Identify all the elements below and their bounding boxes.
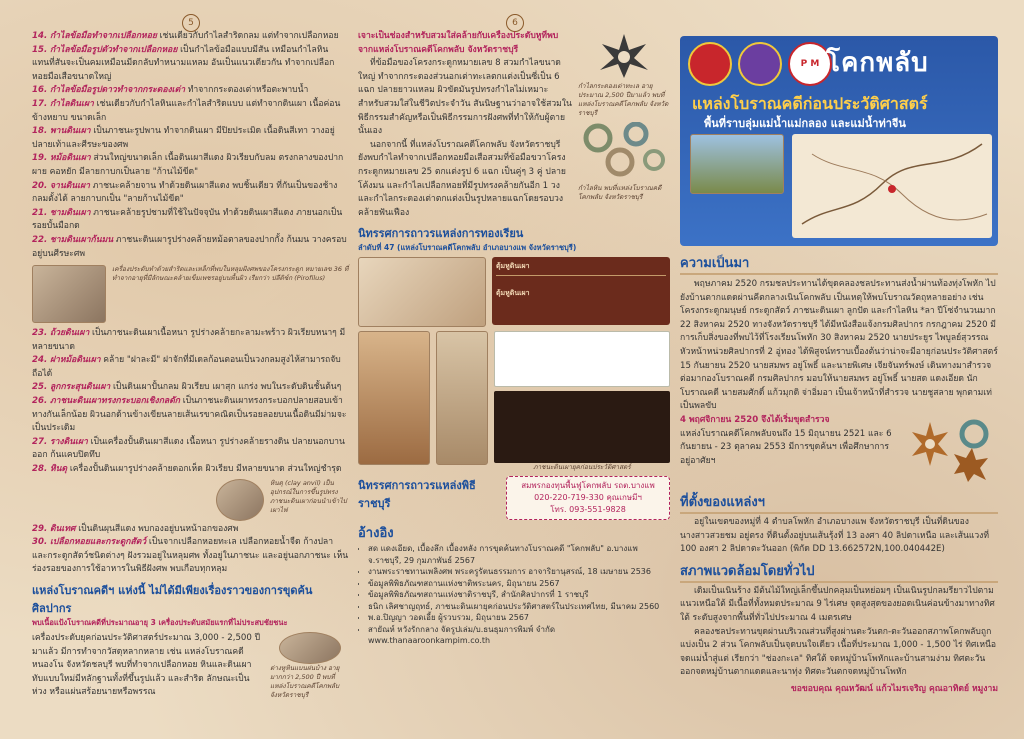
numbered-item (32, 327, 350, 354)
item-title: ภาชนะดินเผาทรงกระบอกเชิงกลดัก (49, 396, 180, 407)
item-text: เป็นดินเผาปั้นกลม ผิวเรียบ เผาสุก แกร่ง พบในระดับดินชั้นต้นๆ (110, 382, 342, 393)
contact-line-1: สมพรกองทุนพื้นฟูโคกพลับ รถต.บางแพ (521, 481, 655, 491)
item-number: 24. (32, 355, 48, 366)
environment-text-2: คลองชลประทานขุดผ่านบริเวณส่วนที่สูงผ่านตะวันตก-ตะวันออกสภาพโคกพลับถูกแบ่งเป็น 2 ส่วน โคกพลับเป็นจุดบนใจเดียว เนื้อที่ประมาณ 1,000 - 1,500 ไร่ ทิศเหนือจดแม่น้ำสู่แต่ เรียกว่า "ช่องกะเล" ทิศใต้ จดหมู่บ้านโพหักและบ้านสามง่าม ทิศตะวันออกจดหมู่บ้านตากแดดและนาทุ่ง ทิศตะวันตกจดหมู่บ้านโพหัก (680, 626, 997, 678)
info-panel-photo (494, 331, 670, 387)
environment-text-1: เดิมเป็นเนินร้าง มีต้นไม้ใหญ่เล็กขึ้นปกคลุมเป็นหย่อมๆ เป็นเนินรูปกลมรียาวไปตามแนวเหนือใต้ มีเนื้อที่ทั้งหมดประมาณ 9 ไร่เศษ จุดสูงสุดของยอดเนินค่อนข้างมาทางทิศใต้ ระดับสูงจากพื้นที่ทั่วไปประมาณ 4 เมตรเศษ (680, 585, 995, 623)
intro-text: เจาะเป็นช่องสำหรับสวมใส่คล้ายกับเครื่องประดับหูที่พบจากแหล่งโบราณคดีโคกพลับ จังหวัดราชบุรี (358, 31, 559, 55)
item-text: เป็นภาชนะรูปพาน ทำจากดินเผา มีปิยประเมิด เนื้อดินสีเทา วางอยู่ปลายเท้าและศีรษะของศพ (32, 126, 335, 150)
reference-item: • ธนิก เลิศชาญฤทธ์, ภาชนะดินเผายุคก่อนประวัติศาสตร์ในประเทศไทย, มีนาคม 2560 (368, 601, 670, 613)
item-text: เป็นดินผุนสีแดง พบกองอยู่บนหน้าอกของศพ (75, 523, 239, 534)
item-number: 26. (32, 396, 48, 407)
numbered-item (32, 84, 350, 98)
history-dates: 4 พฤศจิกายน 2520 จึงได้เริ่มขุดสำรวจ (680, 414, 830, 425)
contact-line-3: โทร. 093-551-9828 (550, 505, 626, 515)
university-logo (738, 42, 782, 86)
references-heading: อ้างอิง (358, 526, 394, 542)
numbered-item (32, 536, 350, 577)
numbered-item (32, 395, 350, 436)
item-text: เป็นกำไลข้อมือแบบมีสัน เหมือนกำไลหิน แทนที่สันจะเป็นคมเหมือนมีดกลับทำหนามแหลม อันเป็นแนวเดียวกัน ทำจากเปลือกหอยมือเสือขนาดใหญ่ (32, 44, 335, 82)
item-text: ภาชนะคล้ายรูปชามที่ใช้ในปัจจุบัน ทำด้วยดินเผาสีแดง ภายนอกเป็นรอยบั้นมือกด (32, 207, 343, 232)
history-dates-2: แหล่งโบราณคดีโคกพลับจนถึง 15 มิถุนายน 2521 และ 6 กันยายน - 23 ตุลาคม 2553 มีการขุดค้นฯ เพื่อศึกษาการอยู่อาศัยฯ (680, 428, 892, 466)
item-text: ภาชนะดินเผารูปร่างคล้ายหม้อตาลของปากกั้ง ก้นมน วางครอบอยู่บนศีรษะศพ (32, 234, 347, 259)
item-text: เครื่องปั้นดินเผารูปร่างคล้ายดอกเห็ด ผิวเรียบ มีหลายขนาด ส่วนใหญ่ชำรุด (67, 464, 342, 475)
section-heading: แหล่งโบราณคดีฯ แห่งนี้ ไม่ได้มีเพียงเรื่องราวของการขุดค้นศิลปากร (32, 584, 313, 615)
history-heading: ความเป็นมา (680, 256, 750, 271)
anvil-image (216, 479, 264, 521)
earring-image (279, 632, 341, 664)
numbered-item (32, 354, 350, 381)
item-text: เป็นจากเปลือกหอยทะเล เปลือกหอยน้ำจืด ก้างปลา และกระดูกสัตว์ชนิดต่างๆ ฝังรวมอยู่ในหลุมศพ ทั้งอยู่ในภาชนะ และอยู่นอกภาชนะ เห็นร่องรอยของการใช้อาหารในพิธีฝังศพ พบเกือบทุกหลุม (32, 537, 349, 575)
star-bracelet-image (594, 32, 654, 80)
cover-title: โคกพลับ (826, 48, 929, 78)
exhibit-subheading: ลำดับที่ 47 (แหล่งโบราณคดีโคกพลับ อำเภอบางแพ จังหวัดราชบุรี) (358, 243, 577, 253)
location-text: อยู่ในเขตของหมู่ที่ 4 ตำบลโพหัก อำเภอบางแพ จังหวัดราชบุรี เป็นที่ดินของนางสาวสวยชม อยู่ตรง ที่ดินตั้งอยู่บนเส้นรุ้งที่ 13 องศา 40 ลิปดาเหนือ และเส้นแวงที่ 100 องศา 2 ลิปดาตะวันออก (พิกัด DD 13.662572N,100.040442E) (680, 516, 990, 555)
item-number: 29. (32, 523, 48, 534)
history-text: พฤษภาคม 2520 กรมชลประทานได้ขุดคลองชลประทานส่งน้ำผ่านท้องทุ่งโพหัก ไปยังบ้านตากแดดผ่านคีตกลางเนินโคกพลับ เป็นเหตุให้พบโบราณวัตถุหลายอย่าง เช่น โครงกระดูกมนุษย์ กระดูกสัตว์ ภาชนะดินเผา ลูกปัด และกำไลหิน *ลา ปีโซ่จำนวนมาก 22 สิงหาคม 2520 ทางจังหวัดราชบุรี ได้มีหนังสือแจ้งกรมศิลปากร กรกฎาคม 2520 มีการเก็บสิ่งของที่พบไว้ที่โรงเรียนโพหัก 30 สิงหาคม 2520 นายประยูร ไพบูลย์สุวรรณ หัวหน้าหน่วยศิลปากรที่ 2 อู่ทอง ได้พิสูจน์ทราบเบื้องต้นว่าน่าจะมีอายุก่อนประวัติศาสตร์ 15 กันยายน 2520 นายสมพร อยู่โพธิ์ และนายพิเศษ เจียจันทร์พงษ์ เดินทางมาสำรวจ ต่อมากองโบราณคดี กรมศิลปากร มอบให้นายสมพร อยู่โพธิ์ นายสด แดงเอียด นักโบราณคดี นายสมศักดิ์ แก้วมุกดิ จ่าอิ่มอา เป็นเจ้าหน้าที่สำรวจ นายชูสลาย พุกตามเท่ เป็นพลขับ (680, 279, 998, 412)
pottery-photo (494, 391, 670, 463)
item-text: เป็นภาชนะดินเผาทรงกระบอกปลายสอบเข้าทางกันเล็กน้อย ผิวนอกด้านข้างเขียนลายเส้นเรขาคณิตเป็นรอยลอยบนเนื้อดินมีม่ามจะเป็นประเดิม (32, 396, 347, 434)
page-number-5: 5 (182, 14, 200, 32)
numbered-item (32, 436, 350, 463)
item-number: 30. (32, 537, 48, 548)
location-heading: ที่ตั้งของแหล่งฯ (680, 494, 765, 510)
item-text: เช่นเดียวกับกำไลหินและกำไลสำริดแบบ แต่ทำจากดินเผา เนื้อค่อนข้างหยาบ ขนาดเล็ก (32, 98, 341, 123)
item-list-1 (32, 30, 350, 261)
item-text: เช่นเดียวกับกำไลสำริดกลม แต่ทำจากเปลือกหอย (156, 31, 339, 41)
section-subheading: พบเนื้อแป้งโบราณคดีที่ประมาณอายุ 3 เครื่องประดับสมัยแรกที่ไม่ประสบชัยชนะ (32, 618, 288, 627)
item-title: ดินเทศ (49, 523, 76, 534)
reference-item: • สายัณห์ หวังรักกลาง จัดรูปเล่ม/บ.ธนธุมการพิมพ์ จำกัด www.thanaaroonkampim.co.th (368, 624, 670, 647)
artifact-caption: เครื่องประดับทำด้วยสำริดและเหล็กที่พบในหลุมฝังศพของโครงกระดูก หมายเลข 36 ที่ทำจากอายุที่มีลักษณะคล้ายเข็มเพชรอยู่บนพื้นผิว เรียกว่า ปลีดิซ์ก (Pirofilus) (112, 265, 349, 283)
numbered-item (32, 44, 350, 85)
caption-c: ภาชนะดินเผายุคก่อนประวัติศาสตร์ (533, 463, 631, 472)
numbered-item (32, 180, 350, 207)
earring-section (32, 632, 350, 700)
artifact-figure-1 (32, 265, 350, 323)
item-number: 16. (32, 85, 48, 96)
item-title: จานดินเผา (49, 180, 90, 191)
item-title: ชามดินเผาก้นมน (49, 234, 114, 245)
item-title: กำไลดินเผา (49, 98, 94, 109)
item-title: กำไลข้อมือทำจากเปลือกหอย (49, 31, 157, 41)
earring-caption: ต่างหูหินแบนฝนบ้าง อายุมากกว่า 2,500 ปี พบที่แหล่งโบราณคดีโคกพลับ จังหวัดราชบุรี (270, 664, 340, 699)
item-number: 21. (32, 207, 48, 218)
numbered-item (32, 98, 350, 125)
body-text-1: ที่ข้อมือของโครงกระดูกหมายเลข 8 สวมกำไลขนาดใหญ่ ทำจากกระดองส่วนอกเต่าทะเลตกแต่งเป็นซี่เป็น 6 แฉก ปลายยาวแหลม ผิวขัดมันรูปทรงกำไลไม่เหมาะสำหรับสวมใส่ในชีวิตประจำวัน สันนิษฐานว่าอาจใช้สวมในพิธีกรรมสำคัญหรือเป็นพิธีกรรมการฝังศพที่ทำให้กับผู้ตายนั้นเอง (358, 58, 572, 137)
contact-line-2: 020-220-719-330 คุณเกษมีฯ (534, 493, 642, 503)
artifact-image (32, 265, 106, 323)
item-title: ถ้วยดินเผา (49, 328, 90, 339)
numbered-item (32, 30, 350, 44)
item-title: ลูกกระสุนดินเผา (49, 382, 111, 393)
earring-exhibit-photo (358, 257, 486, 327)
item-text: เป็นภาชนะดินเผาเนื้อหนา รูปร่างคล้ายกะลามะพร้าว ผิวเรียบหนาๆ มีหลายขนาด (32, 328, 346, 352)
ring-bracelets-image (578, 122, 666, 180)
item-number: 25. (32, 382, 48, 393)
item-title: รางดินเผา (49, 436, 88, 447)
item-title: ฝาหม้อดินเผา (49, 355, 101, 366)
numbered-item (32, 463, 350, 477)
numbered-item (32, 523, 350, 537)
exhibit-heading-1: นิทรรศการถาวรแหล่งการทองเรียน (358, 227, 524, 241)
panel-title-2: ตุ้มหูดินเผา (496, 289, 530, 298)
exhibit-heading-2: นิทรรศการถาวรแหล่งพิธีราชบุรี (358, 479, 476, 511)
cover-banner (680, 36, 998, 246)
numbered-item (32, 234, 350, 261)
item-number: 15. (32, 44, 48, 55)
item-title: กำไลข้อมือรูปดาวทำจากกระดองเต่า (49, 85, 186, 96)
item-number: 22. (32, 234, 48, 245)
item-text: ส่วนใหญ่ขนาดเล็ก เนื้อดินเผาสีแดง ผิวเรียบกับลม ตรงกลางของปากผาย คอหยัก มีลายกาบกเป็นลาย "ก้านไม้ขีด" (32, 153, 344, 177)
exhibit-label-panel (492, 257, 670, 325)
section-body: เครื่องประดับยุคก่อนประวัติศาสตร์ประมาณ 3,000 - 2,500 ปีมาแล้ว มีการทำจากวัสดุหลากหลาย เช่น แหล่งโบราณคดีหนองโน จังหวัดชลบุรี พบที่ทำจากเปลือกหอย หินและดินเผา ทับแบบใหม่มีหลักฐานทั้งที่ขึ้นรูปแล้ว และสำริด ลักษณะเป็นห่วง หรือแผ่นสร้อยนายหรือพรรณ (32, 633, 261, 698)
item-title: หินดุ (49, 464, 68, 475)
reference-item: • สด แดงเอียด, เบื้องลึก เบื้องหลัง การขุดค้นทางโบราณคดี "โคกพลับ" อ.บางแพ จ.ราชบุรี, 29 กุมภาพันธ์ 2567 (368, 543, 670, 566)
anvil-caption: หินดุ (clay anvil) เป็นอุปกรณ์ในการขึ้นรูปทรงภาชนะดินเผาก่อนนำเข้าไปเผาไฟ (270, 478, 347, 514)
fine-arts-logo (688, 42, 732, 86)
exhibit-photos-row (358, 257, 670, 327)
item-list-3 (32, 523, 350, 577)
item-title: หม้อดินเผา (49, 153, 91, 164)
numbered-item (32, 381, 350, 395)
reference-item: • งานพระราชทานเพลิงศพ พระครูรัตนธรรมการ อาจาริยานุสรณ์, 18 เมษายน 2536 (368, 566, 670, 578)
museum-case-photo-2 (436, 331, 488, 465)
numbered-item (32, 125, 350, 152)
item-number: 14. (32, 31, 48, 41)
item-number: 18. (32, 126, 48, 137)
numbered-item (32, 207, 350, 234)
reference-item: • ข้อมูลพิพิธภัณฑสถานแห่งชาติพระนคร, มิถุนายน 2567 (368, 578, 670, 590)
body-text-2: นอกจากนี้ ที่แหล่งโบราณคดีโคกพลับ จังหวัดราชบุรี ยังพบกำไลทำจากเปลือกหอยมือเสือสวมที่ข้อมือขวาโครงกระดูกหมายเลข 25 ตกแต่งรูป 6 แฉก เป็นคู่ๆ 3 คู่ ปลายโค้งมน และกำไลเปลือกหอยที่มีรูปทรงคล้ายกันอีก 1 วง และกำไลกระดองเต่าตกแต่งเป็นรูปหลายแฉกโดยรอบวง คล้ายฟันเฟือง (358, 139, 566, 218)
item-title: กำไลข้อมือรูปตัวทำจากเปลือกหอย (49, 44, 178, 55)
references-list (358, 543, 670, 647)
anvil-figure (32, 479, 350, 521)
item-number: 23. (32, 328, 48, 339)
item-number: 19. (32, 153, 48, 164)
contact-box (506, 476, 670, 520)
exhibit-photos-row-2 (358, 331, 670, 472)
item-title: เปลือกหอยและกระดูกสัตว์ (49, 537, 147, 548)
item-text: ทำจากกระดองเต่าหรือตะพาบน้ำ (185, 85, 309, 96)
item-list-2 (32, 327, 350, 477)
item-number: 17. (32, 98, 48, 109)
cover-subtitle-1: แหล่งโบราณคดีก่อนประวัติศาสตร์ (692, 94, 928, 113)
item-text: คล้าย "ฝาละมี" ฝาจักที่มีเดลก้อนตอนเป็นวงกลมสูงไห้สามารถจับถือได้ (32, 355, 341, 379)
pm-logo: P M (788, 42, 832, 86)
bracelets-image (902, 414, 998, 488)
numbered-item (32, 152, 350, 179)
item-text: ภาชนะคล้ายจาน ทำด้วยดินเผาสีแดง พบชิ้นเดียว ที่กันเป็นของช้างกลมตั้งได้ ลายกาบกเป็น "ลายก้านไม้ขีด" (32, 180, 338, 205)
column-2 (358, 30, 670, 720)
acknowledgements: ขอขอบคุณ คุณหวัฒน์ แก้วไมรเจริญ คุณอาทิตย์ หมูงาม (790, 683, 998, 694)
caption-b: กำไลหิน พบที่แหล่งโบราณคดีโคกพลับ จังหวัดราชบุรี (578, 184, 662, 201)
panel-title-1: ตุ้มหูดินเผา (496, 262, 530, 271)
reference-item: • ข้อมูลพิพิธภัณฑสถานแห่งชาติราชบุรี, สำนักศิลปากรที่ 1 ราชบุรี (368, 589, 670, 601)
item-number: 20. (32, 180, 48, 191)
item-text: เป็นเครื่องปั้นดินเผาสีแดง เนื้อหนา รูปร่างคล้ายรางดิน ปลายนอกบานออก ก้นแคบปิดทึบ (32, 436, 345, 461)
item-title: ชามดินเผา (49, 207, 91, 218)
column-1 (32, 30, 350, 720)
page-number-6: 6 (506, 14, 524, 32)
reference-item: • พ.อ.ปิญญา วอดเอี้ย ผู้รวบรวม, มิถุนายน 2567 (368, 612, 670, 624)
caption-a: กำไลกระดองเต่าทะเล อายุประมาณ 2,500 ปีมาแล้ว พบที่แหล่งโบราณคดีโคกพลับ จังหวัดราชบุรี (578, 82, 669, 117)
item-number: 27. (32, 436, 48, 447)
museum-case-photo (358, 331, 430, 465)
column-3 (680, 36, 998, 720)
item-number: 28. (32, 464, 48, 475)
item-title: พานดินเผา (49, 126, 91, 137)
cover-subtitle-2: พื้นที่ราบลุ่มแม่น้ำแม่กลอง และแม่น้ำท่าจีน (704, 117, 906, 130)
location-map (792, 134, 992, 238)
site-photo (690, 134, 784, 194)
environment-heading: สภาพแวดล้อมโดยทั่วไป (680, 563, 815, 579)
